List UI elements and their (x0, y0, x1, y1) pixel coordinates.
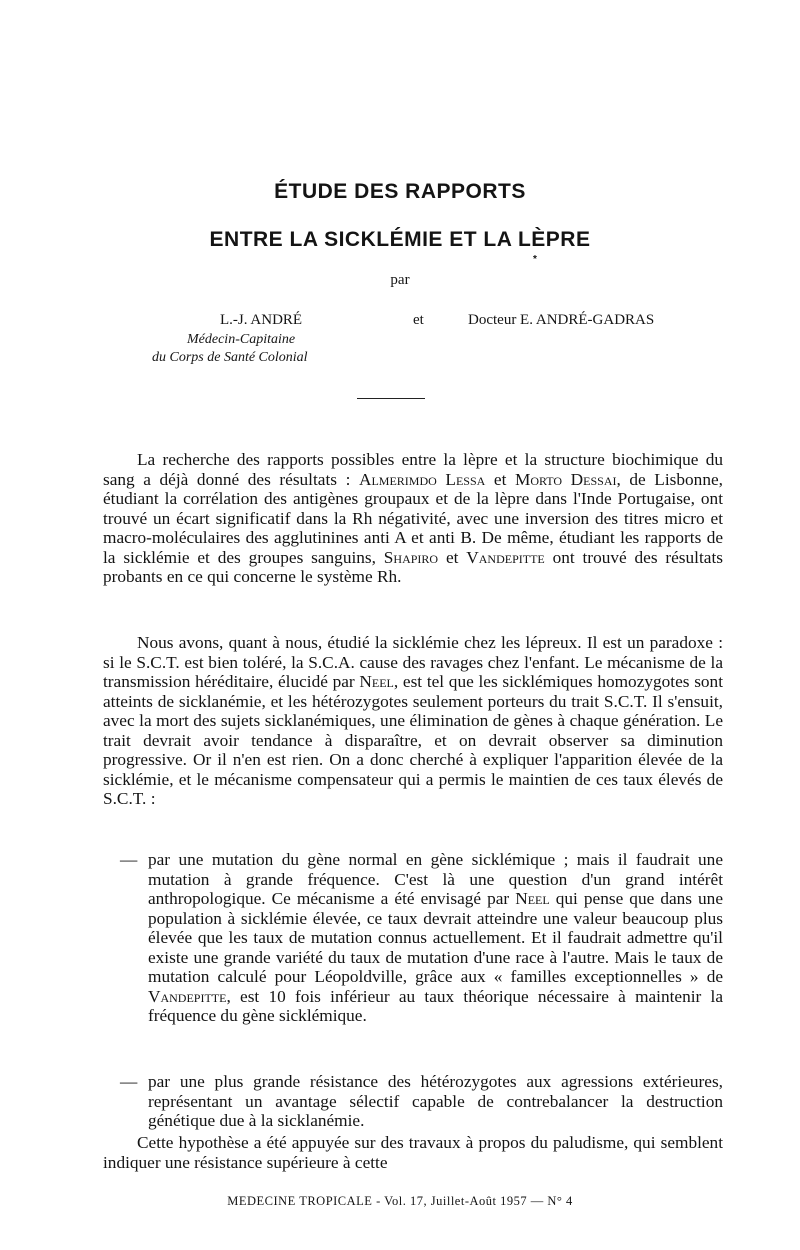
author-name: Vandepitte (466, 547, 545, 567)
author-name: Neel (359, 672, 394, 691)
body-paragraph-1: La recherche des rapports possibles entre la lèpre et la structure biochimique du sang a déjà donné des résultats : Almerimdo Lessa et Morto Dessai, de Lisbonne, étudiant la corrélation des antigènes groupaux et de la lèpre dans l'Inde Portugaise, ont trouvé un écart significatif dans la Rh négativité, avec une inversion des titres micro et macro-moléculaires des agglutinines anti A et anti B. De même, étudiant les rapports de la sicklémie et des groupes sanguins, Shapiro et Vandepitte ont trouvé des résultats probants en ce qui concerne le système Rh. (103, 450, 723, 586)
article-title-line-1: ÉTUDE DES RAPPORTS (274, 180, 526, 203)
list-item: — par une mutation du gène normal en gène sicklémique ; mais il faudrait une mutation à grande fréquence. C'est là une question d'un grand intérêt anthropologique. Ce mécanisme a été envisagé par Neel qui pense que dans une population à sicklémie élevée, ce taux devrait atteindre une valeur beaucoup plus élevée que les taux de mutation connus actuellement. Et il faudrait admettre qu'il existe une grande variété du taux de mutation d'une race à l'autre. Mais le taux de mutation calculé pour Léopoldville, grâce aux « familles exceptionnelles » de Vandepitte, est 10 fois inférieur au taux théorique nécessaire à maintenir la fréquence du gène sicklémique. (120, 850, 723, 1025)
article-title-line-2: ENTRE LA SICKLÉMIE ET LA LÈPRE (209, 228, 591, 251)
author-affiliation-line-1: Médecin-Capitaine (187, 332, 296, 347)
author-name: Shapiro (383, 547, 439, 567)
author-name: Vandepitte (148, 986, 227, 1006)
body-paragraph-3: Cette hypothèse a été appuyée sur des travaux à propos du paludisme, qui semblent indiquer une résistance supérieure à cette (103, 1133, 723, 1172)
list-dash: — (120, 1072, 138, 1091)
author-conjunction: et (413, 312, 424, 328)
separator-rule (357, 398, 425, 399)
body-paragraph-2: Nous avons, quant à nous, étudié la sicklémie chez les lépreux. Il est un paradoxe : si le S.C.T. est bien toléré, la S.C.A. cause des ravages chez l'enfant. Le mécanisme de la transmission héréditaire, élucidé par Neel, est tel que les sicklémiques homozygotes sont atteints de sicklanémie, et les hétérozygotes seulement porteurs du trait S.C.T. Il s'ensuit, avec la mort des sujets sicklanémiques, une élimination de gènes à chaque génération. Le trait devrait avoir tendance à disparaître, et on devrait observer sa diminution progressive. Or il n'en est rien. On a donc cherché à expliquer l'apparition élevée de la sicklémie, et le mécanisme compensateur qui a permis le maintien de ces taux élevés de S.C.T. : (103, 633, 723, 808)
title-footnote-asterisk: * (533, 254, 537, 265)
list-item: — par une plus grande résistance des hétérozygotes aux agressions extérieures, représentant un avantage sélectif capable de contrebalancer la destruction génétique due à la sicklanémie. (120, 1072, 723, 1130)
author-name: Neel (515, 889, 550, 908)
byline-par: par (390, 272, 410, 288)
journal-footer: MEDECINE TROPICALE - Vol. 17, Juillet-Août 1957 — N° 4 (227, 1194, 573, 1208)
author-affiliation-line-2: du Corps de Santé Colonial (152, 350, 308, 365)
author-name: Almerimdo Lessa (358, 469, 486, 489)
list-dash: — (120, 850, 138, 869)
author-1: L.-J. ANDRÉ (220, 312, 303, 328)
author-2: Docteur E. ANDRÉ-GADRAS (468, 312, 655, 328)
author-name: Morto Dessai (514, 469, 617, 489)
